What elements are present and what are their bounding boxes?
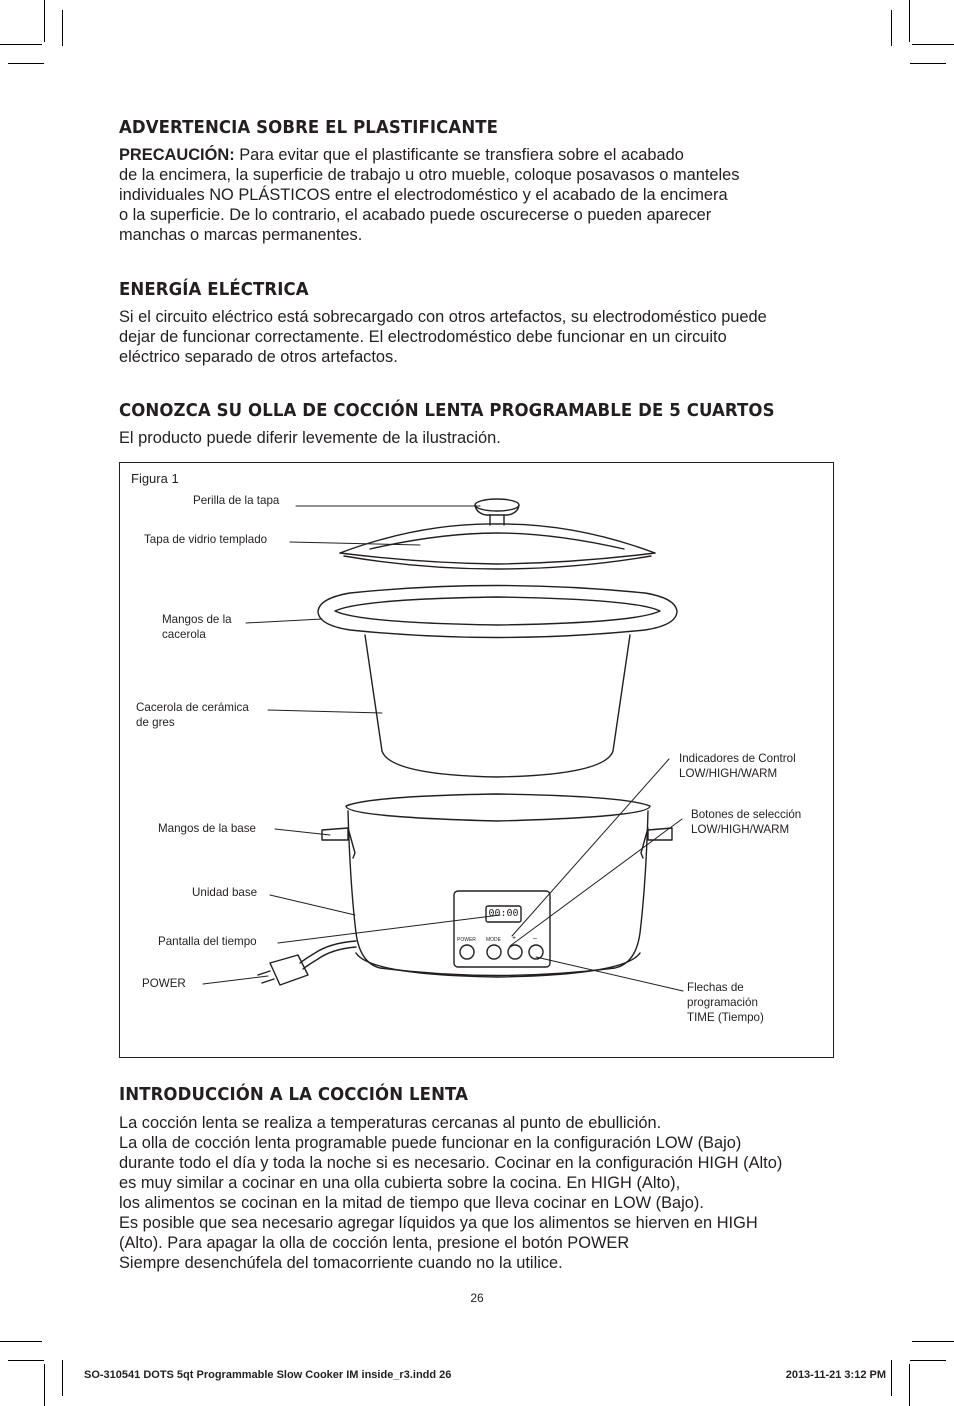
crop-mark (909, 0, 910, 42)
paragraph-line: La cocción lenta se realiza a temperaturas cercanas al punto de ebullición. (119, 1114, 662, 1132)
callout-crock: Cacerola de cerámica de gres (136, 701, 249, 729)
heading-intro: INTRODUCCIÓN A LA COCCIÓN LENTA (119, 1084, 469, 1105)
power-button (460, 945, 474, 959)
crop-mark (891, 10, 892, 46)
callout-control-indicators: Indicadores de Control LOW/HIGH/WARM (679, 752, 796, 780)
paragraph-line: dejar de funcionar correctamente. El electrodoméstico debe funcionar en un circuito (119, 328, 727, 346)
paragraph-electric (119, 307, 767, 367)
paragraph-line: eléctrico separado de otros artefactos. (119, 348, 398, 366)
plus-button (508, 945, 522, 959)
paragraph-know (119, 428, 501, 448)
panel-label-minus: – (533, 935, 537, 942)
panel-display-text: 00:00 (488, 908, 519, 919)
callout-time-display: Pantalla del tiempo (158, 935, 257, 948)
paragraph-line: Si el circuito eléctrico está sobrecargado con otros artefactos, su electrodoméstico puede (119, 308, 767, 326)
crop-mark (62, 10, 63, 46)
paragraph-line: (Alto). Para apagar la olla de cocción lenta, presione el botón POWER (119, 1234, 630, 1252)
panel-label-mode: MODE (486, 937, 501, 943)
paragraph-line: durante todo el día y toda la noche si es necesario. Cocinar en la configuración HIGH (Alto) (119, 1154, 783, 1172)
panel-label-plus: + (512, 935, 517, 942)
crop-mark (909, 1364, 910, 1406)
callout-base-unit: Unidad base (192, 886, 258, 899)
paragraph-line: Es posible que sea necesario agregar líquidos ya que los alimentos se hierven en HIGH (119, 1214, 758, 1232)
figure-1 (119, 462, 834, 1058)
control-panel (454, 891, 550, 967)
paragraph-line: manchas o marcas permanentes. (119, 226, 363, 244)
crop-mark (891, 1360, 892, 1396)
paragraph-line: El producto puede diferir levemente de la ilustración. (119, 429, 501, 447)
crop-mark (44, 1364, 45, 1406)
crop-mark (44, 0, 45, 42)
callout-selection-buttons: Botones de selección LOW/HIGH/WARM (691, 808, 802, 836)
paragraph-line: Siempre desenchúfela del tomacorriente cuando no la utilice. (119, 1254, 563, 1272)
mode-button (487, 945, 501, 959)
crop-mark (0, 44, 42, 45)
crock-drawing (318, 586, 677, 778)
callout-lid-knob: Perilla de la tapa (193, 494, 280, 507)
paragraph-line: La olla de cocción lenta programable puede funcionar en la configuración LOW (Bajo) (119, 1134, 742, 1152)
heading-plasticizer: ADVERTENCIA SOBRE EL PLASTIFICANTE (119, 117, 499, 138)
crop-mark (8, 1360, 44, 1361)
callout-glass-lid: Tapa de vidrio templado (144, 533, 268, 546)
crop-mark (912, 44, 954, 45)
figure-label: Figura 1 (131, 471, 179, 486)
paragraph-line: de la encimera, la superficie de trabajo u otro mueble, coloque posavasos o manteles (119, 166, 740, 184)
page-number: 26 (470, 1291, 484, 1305)
heading-electric: ENERGÍA ELÉCTRICA (119, 279, 309, 300)
caution-label: PRECAUCIÓN: (119, 146, 235, 164)
panel-label-power: POWER (457, 937, 476, 943)
base-drawing (258, 794, 672, 985)
callout-power: POWER (142, 977, 186, 990)
crop-mark (62, 1360, 63, 1396)
paragraph-line: PRECAUCIÓN: Para evitar que el plastificante se transfiera sobre el acabado (119, 146, 684, 164)
crop-mark (910, 1360, 946, 1361)
paragraph-line: los alimentos se cocinan en la mitad de tiempo que lleva cocinar en LOW (Bajo). (119, 1194, 704, 1212)
crop-mark (8, 63, 44, 64)
paragraph-line: individuales NO PLÁSTICOS entre el electrodoméstico y el acabado de la encimera (119, 186, 728, 204)
paragraph-intro (119, 1113, 782, 1273)
footer-file-name: SO-310541 DOTS 5qt Programmable Slow Cooker IM inside_r3.indd 26 (84, 1369, 452, 1381)
paragraph-line: o la superficie. De lo contrario, el acabado puede oscurecerse o pueden aparecer (119, 206, 712, 224)
crop-mark (910, 63, 946, 64)
footer-timestamp: 2013-11-21 3:12 PM (785, 1369, 886, 1381)
crop-mark (0, 1341, 42, 1342)
callout-time-arrows: Flechas de programación TIME (Tiempo) (687, 981, 764, 1024)
callout-base-handles: Mangos de la base (158, 822, 256, 835)
paragraph-plasticizer (119, 145, 739, 245)
heading-know-your-cooker: CONOZCA SU OLLA DE COCCIÓN LENTA PROGRAMABLE DE 5 CUARTOS (119, 400, 775, 421)
paragraph-line: es muy similar a cocinar en una olla cubierta sobre la cocina. En HIGH (Alto), (119, 1174, 681, 1192)
callout-crock-handles: Mangos de la cacerola (162, 613, 232, 641)
lid-drawing (340, 499, 655, 569)
crop-mark (912, 1341, 954, 1342)
